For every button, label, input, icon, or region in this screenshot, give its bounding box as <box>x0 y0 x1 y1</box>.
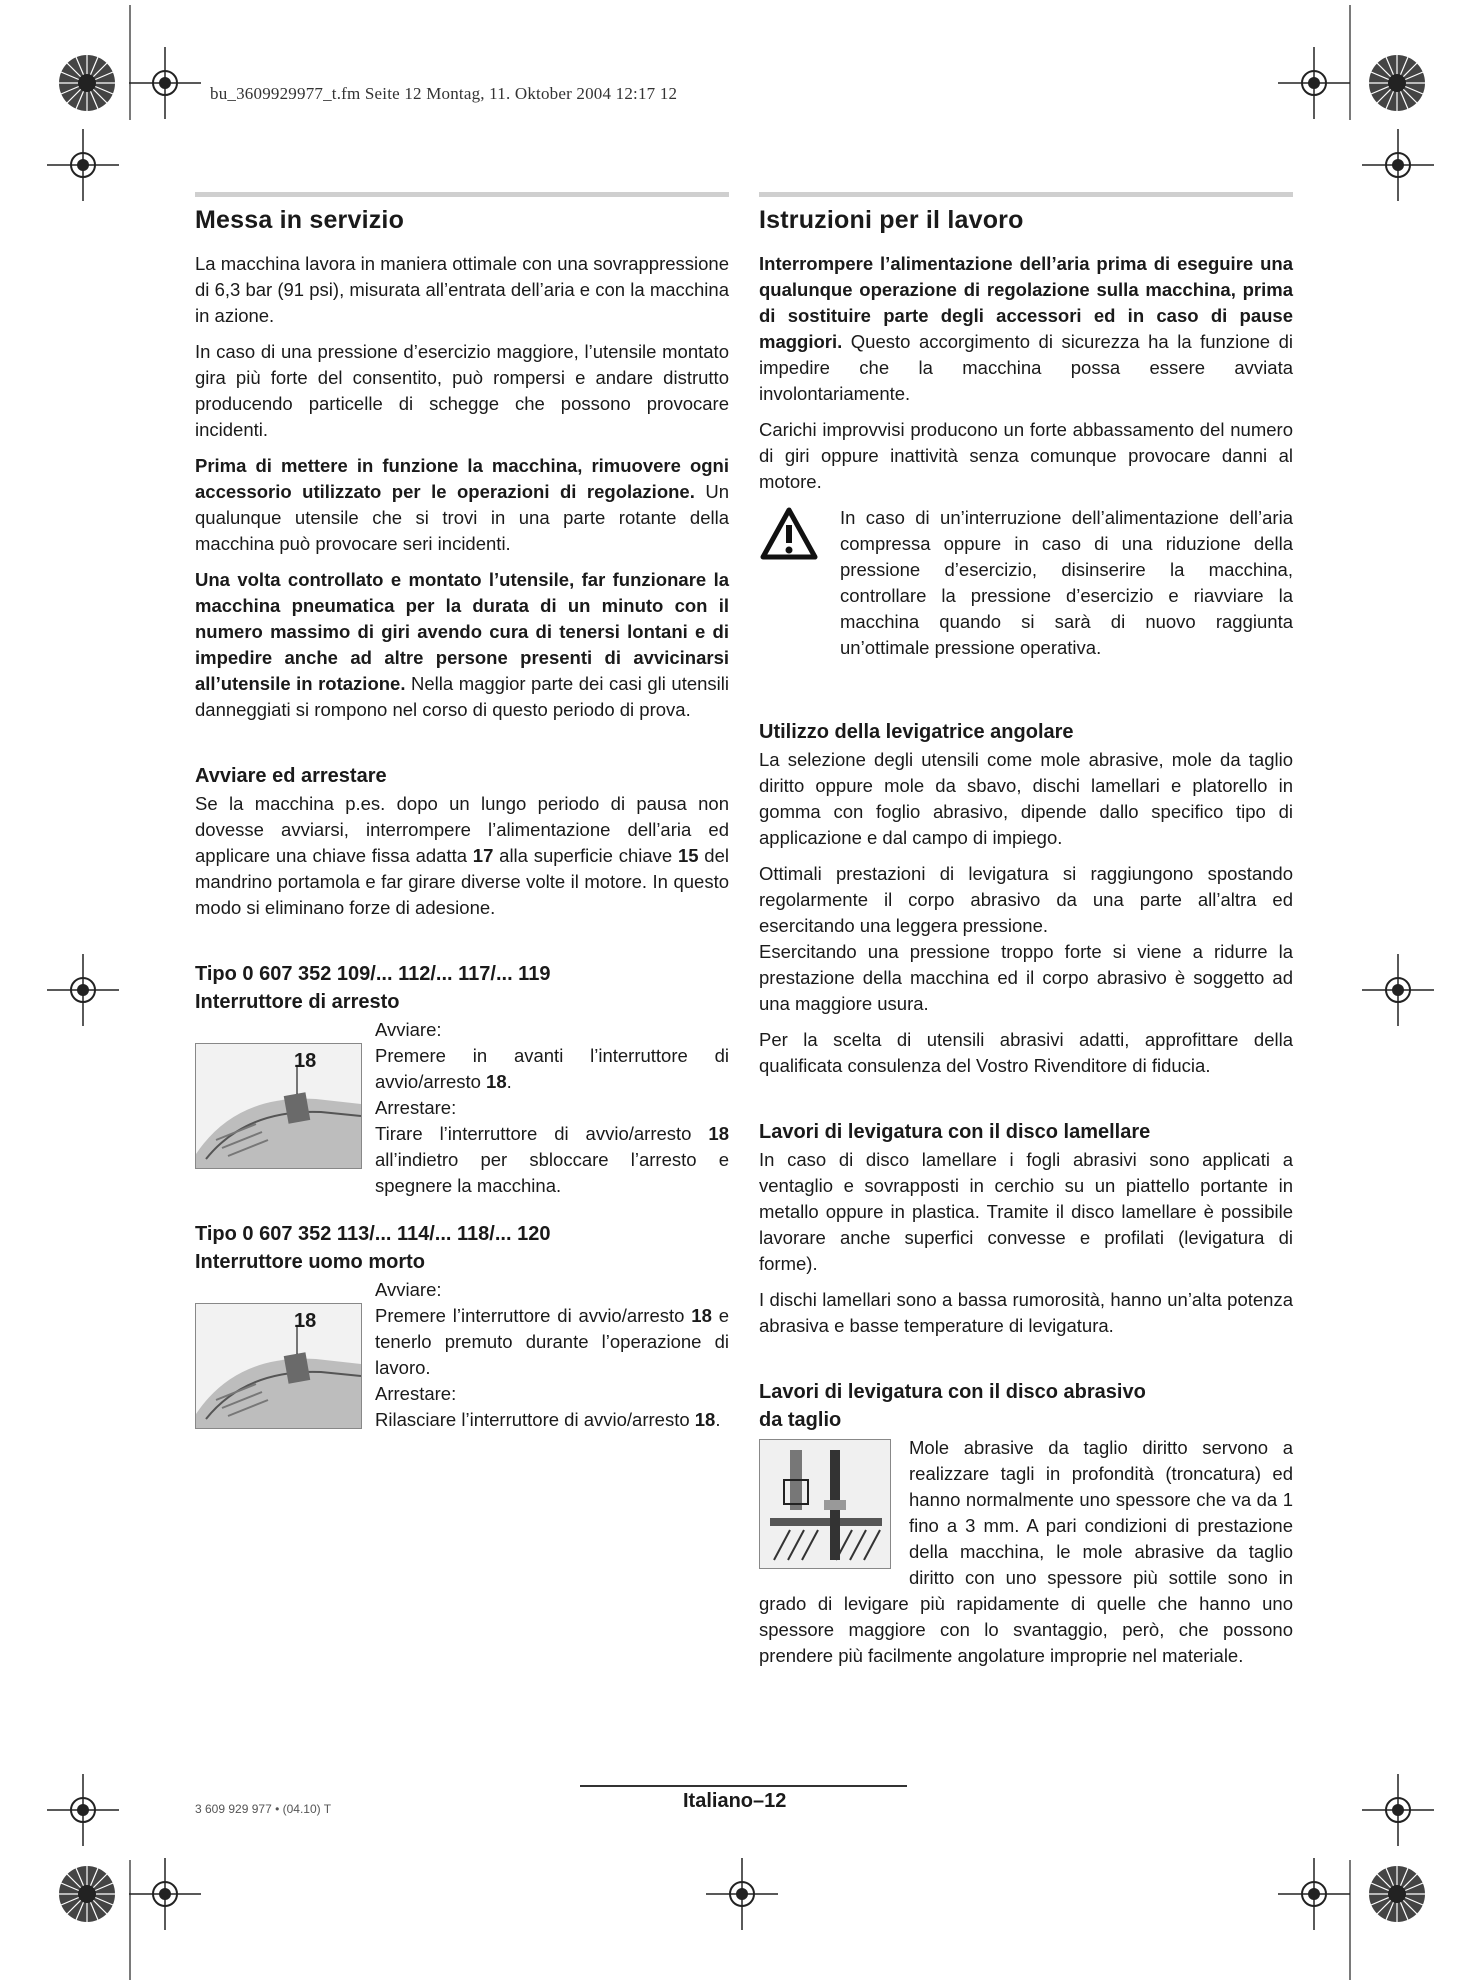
subsection-subtitle-taglio: da taglio <box>759 1409 842 1431</box>
paragraph: In caso di disco lamellare i fogli abrasivi sono applicati a ventaglio e sovrapposti in cerchio su un piattello portante in metallo oppure in plastica. Tramite il disco lamellare è possibile lavorare anche superfici convesse e profilati (levigatura di forme). <box>759 1149 1293 1274</box>
warning-icon <box>759 505 819 565</box>
paragraph: Mole abrasive da taglio diritto servono a realizzare tagli in profondità (troncatura) ed hanno normalmente uno spessore che va da 1 fino a 3 mm. A pari condizioni di prestazione della macchina, le mole abrasive da taglio diritto con uno spessore più sottile sono in grado di levigare più rapidamente di quelle che hanno uno spessore maggiore con lo svantaggio, però, che possono prendere più facilmente angolature improprie nel materiale. <box>759 1437 1293 1666</box>
cutting-block <box>759 1435 1293 1669</box>
tool-switch-icon <box>196 1044 361 1168</box>
paragraph: La macchina lavora in maniera ottimale con una sovrappressione di 6,3 bar (91 psi), misurata all’entrata dell’aria e con la macchina in azione. <box>195 253 729 326</box>
paragraph: Ottimali prestazioni di levigatura si raggiungono spostando regolarmente il corpo abrasivo da una parte all’altra ed esercitando una leggera pressione. <box>759 863 1293 936</box>
file-header: bu_3609929977_t.fm Seite 12 Montag, 11. Oktober 2004 12:17 12 <box>210 84 678 103</box>
subsection-title-utilizzo: Utilizzo della levigatrice angolare <box>759 721 1074 743</box>
section-title-istruzioni: Istruzioni per il lavoro <box>759 192 1293 235</box>
paragraph: Se la macchina p.es. dopo un lungo periodo di pausa non dovesse avviarsi, interrompere l’alimentazione dell’aria ed applicare una chiave fissa adatta 17 alla superficie chiave 15 del mandrino portamola e far girare diverse volte il motore. In questo modo si eliminano forze di adesione. <box>195 793 729 918</box>
footer-rule <box>580 1785 907 1787</box>
left-column <box>195 192 729 1469</box>
warning-block <box>759 505 1293 681</box>
switch-figure-block: 18 Avviare: Premere l’interruttore di avvio/arresto 18 e tenerlo premuto durante l’operazione di lavoro. Arrestare: Rilasciare l’interruttore di avvio/arresto 18. <box>195 1277 729 1455</box>
switch-figure-block: 18 Avviare: Premere in avanti l’interruttore di avvio/arresto 18. Arrestare: Tirare l’interruttore di avvio/arresto 18 all’indietro per sbloccare l’arresto e spegnere la macchina. <box>195 1017 729 1195</box>
figure-number: 18 <box>294 1310 317 1332</box>
cutting-disc-icon <box>760 1440 890 1568</box>
paragraph: Interrompere l’alimentazione dell’aria prima di eseguire una qualunque operazione di regolazione sulla macchina, prima di sostituire parte degli accessori ed in caso di pause maggiori. Questo accorgimento di sicurezza ha la funzione di impedire che la macchina possa essere avviata involontariamente. <box>759 253 1293 404</box>
warning-text: In caso di un’interruzione dell’alimentazione dell’aria compressa oppure in caso di una riduzione della pressione d’esercizio, disinserire la macchina, controllare la pressione d’esercizio e riavviare la macchina quando si sarà di nuovo raggiunta un’ottimale pressione operativa. <box>840 507 1293 658</box>
tool-switch-icon <box>196 1304 361 1428</box>
right-column <box>759 192 1293 1679</box>
paragraph: La selezione degli utensili come mole abrasive, mole da taglio diritto oppure mole da sbavo, dischi lamellari e platorello in gomma con foglio abrasivo, dipende dallo specifico tipo di applicazione e dal campo di impiego. <box>759 749 1293 848</box>
document-code: 3 609 929 977 • (04.10) T <box>195 1802 332 1816</box>
cutting-illustration <box>759 1439 891 1569</box>
paragraph: I dischi lamellari sono a bassa rumorosità, hanno un’alta potenza abrasiva e basse temperature di levigatura. <box>759 1289 1293 1336</box>
section-title-messa: Messa in servizio <box>195 192 729 235</box>
subsection-subtitle-tipo1: Interruttore di arresto <box>195 991 400 1013</box>
subsection-subtitle-tipo2: Interruttore uomo morto <box>195 1251 425 1273</box>
subsection-title-tipo2: Tipo 0 607 352 113/... 114/... 118/... 120 <box>195 1223 551 1245</box>
paragraph: Esercitando una pressione troppo forte si viene a ridurre la prestazione della macchina ed il corpo abrasivo è soggetto ad una maggiore usura. <box>759 941 1293 1014</box>
figure-number: 18 <box>294 1050 317 1072</box>
paragraph: Una volta controllato e montato l’utensile, far funzionare la macchina pneumatica per la durata di un minuto con il numero massimo di giri avendo cura di tenersi lontani e di impedire anche ad altre persone presenti di avvicinarsi all’utensile in rotazione. Nella maggior parte dei casi gli utensili danneggiati si rompono nel corso di questo periodo di prova. <box>195 569 729 720</box>
subsection-title-avviare: Avviare ed arrestare <box>195 765 387 787</box>
paragraph: Per la scelta di utensili abrasivi adatti, approfittare della qualificata consulenza del Vostro Rivenditore di fiducia. <box>759 1029 1293 1076</box>
paragraph: In caso di una pressione d’esercizio maggiore, l’utensile montato gira più forte del consentito, può rompersi e andare distrutto producendo particelle di schegge che possono provocare incidenti. <box>195 341 729 440</box>
subsection-title-lamellare: Lavori di levigatura con il disco lamellare <box>759 1121 1151 1143</box>
paragraph: Carichi improvvisi producono un forte abbassamento del numero di giri oppure inattività senza comunque provocare danni al motore. <box>759 419 1293 492</box>
switch-illustration <box>195 1043 362 1169</box>
subsection-title-tipo1: Tipo 0 607 352 109/... 112/... 117/... 119 <box>195 963 551 985</box>
page-number: Italiano–12 <box>683 1790 787 1812</box>
paragraph: Prima di mettere in funzione la macchina, rimuovere ogni accessorio utilizzato per le operazioni di regolazione. Un qualunque utensile che si trovi in una parte rotante della macchina può provocare seri incidenti. <box>195 455 729 554</box>
subsection-title-taglio: Lavori di levigatura con il disco abrasivo <box>759 1381 1146 1403</box>
switch-illustration <box>195 1303 362 1429</box>
